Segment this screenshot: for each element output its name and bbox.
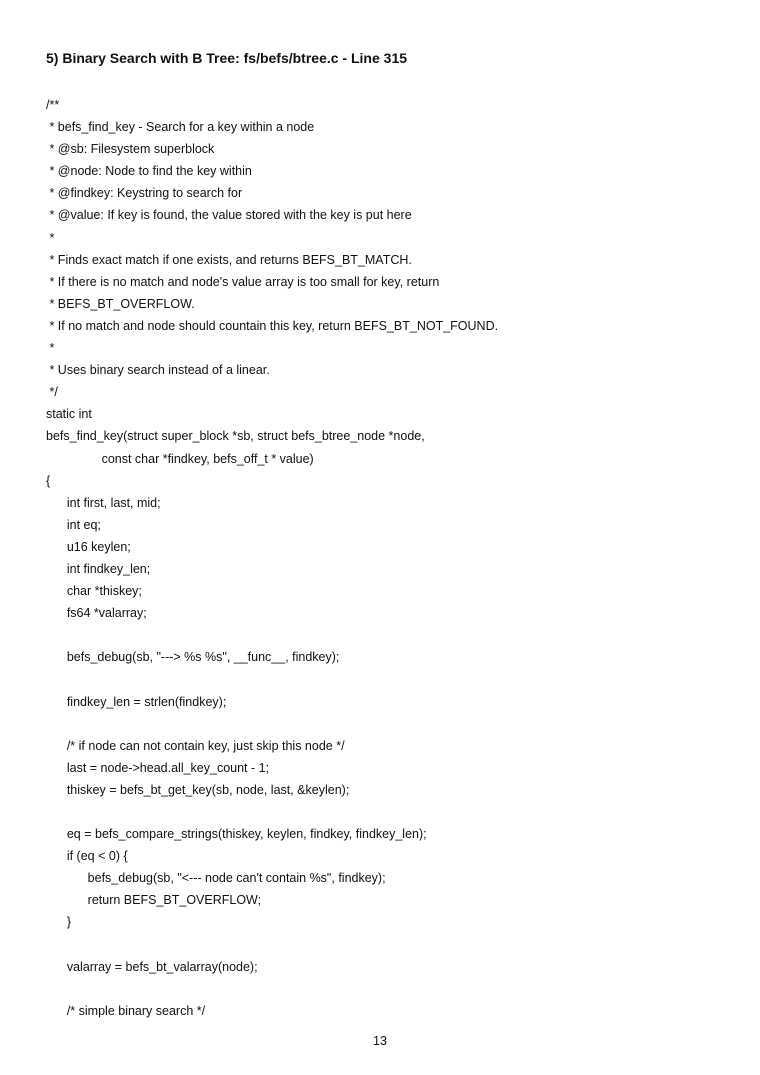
- code-line: * befs_find_key - Search for a key within a node: [46, 120, 315, 135]
- code-line: befs_debug(sb, "<--- node can't contain %s", findkey);: [46, 871, 386, 886]
- section-heading: 5) Binary Search with B Tree: fs/befs/btree.c - Line 315: [46, 50, 408, 66]
- code-line: /* simple binary search */: [46, 1003, 206, 1018]
- code-line: * @value: If key is found, the value stored with the key is put here: [46, 208, 412, 223]
- code-line: return BEFS_BT_OVERFLOW;: [46, 893, 262, 908]
- code-line: int findkey_len;: [46, 561, 151, 576]
- code-line: /* if node can not contain key, just skip this node */: [46, 738, 345, 753]
- code-line: [46, 668, 498, 690]
- code-line: eq = befs_compare_strings(thiskey, keylen, findkey, findkey_len);: [46, 827, 427, 842]
- code-line: static int: [46, 407, 92, 422]
- code-line: [46, 978, 498, 1000]
- code-line: *: [46, 230, 55, 245]
- code-line: valarray = befs_bt_valarray(node);: [46, 959, 258, 974]
- code-line: * BEFS_BT_OVERFLOW.: [46, 296, 195, 311]
- code-line: befs_debug(sb, "---> %s %s", __func__, findkey);: [46, 650, 340, 665]
- code-line: }: [46, 915, 72, 930]
- code-line: last = node->head.all_key_count - 1;: [46, 760, 270, 775]
- code-line: findkey_len = strlen(findkey);: [46, 694, 227, 709]
- code-line: * If there is no match and node's value array is too small for key, return: [46, 274, 440, 289]
- code-line: [46, 624, 498, 646]
- code-line: thiskey = befs_bt_get_key(sb, node, last, &keylen);: [46, 782, 350, 797]
- code-line: * @findkey: Keystring to search for: [46, 186, 243, 201]
- code-line: *: [46, 341, 55, 356]
- code-line: const char *findkey, befs_off_t * value): [46, 451, 314, 466]
- code-line: * Uses binary search instead of a linear.: [46, 363, 270, 378]
- page-number: 13: [373, 1034, 387, 1048]
- code-line: befs_find_key(struct super_block *sb, struct befs_btree_node *node,: [46, 429, 425, 444]
- code-line: fs64 *valarray;: [46, 606, 147, 621]
- code-line: if (eq < 0) {: [46, 849, 128, 864]
- code-line: u16 keylen;: [46, 539, 131, 554]
- code-line: [46, 713, 498, 735]
- code-line: * @node: Node to find the key within: [46, 164, 252, 179]
- code-line: [46, 934, 498, 956]
- code-line: * Finds exact match if one exists, and returns BEFS_BT_MATCH.: [46, 252, 412, 267]
- code-line: int eq;: [46, 517, 101, 532]
- code-listing: [46, 94, 498, 1022]
- code-line: int first, last, mid;: [46, 495, 161, 510]
- code-line: * If no match and node should countain this key, return BEFS_BT_NOT_FOUND.: [46, 318, 499, 333]
- code-line: [46, 801, 498, 823]
- code-line: */: [46, 385, 58, 400]
- code-line: * @sb: Filesystem superblock: [46, 142, 215, 157]
- code-line: /**: [46, 98, 60, 112]
- code-line: {: [46, 473, 51, 488]
- code-line: char *thiskey;: [46, 584, 142, 599]
